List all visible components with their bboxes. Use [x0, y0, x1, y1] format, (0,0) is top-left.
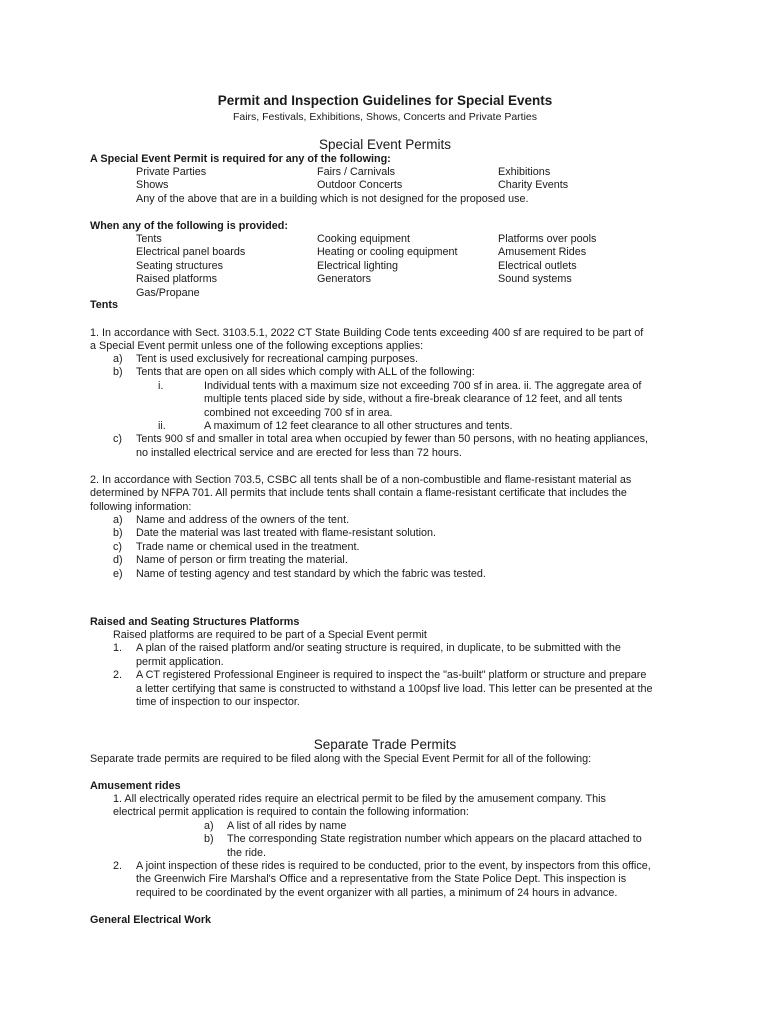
rides-sub-item: The corresponding State registration number which appears on the placard attached to	[227, 833, 642, 845]
list-marker: d)	[113, 554, 123, 566]
provided-item: Heating or cooling equipment	[317, 246, 458, 258]
tents-p2-line: 2. In accordance with Section 703.5, CSBC all tents shall be of a non-combustible and flame-resistant material as	[90, 474, 632, 486]
list-marker: b)	[113, 527, 123, 539]
raised-intro: Raised platforms are required to be part of a Special Event permit	[113, 629, 427, 641]
general-electrical-heading: General Electrical Work	[90, 914, 212, 926]
sub-item-line: multiple tents placed side by side, without a fire-break clearance of 12 feet, and all tents	[204, 393, 623, 405]
building-note: Any of the above that are in a building which is not designed for the proposed use.	[136, 193, 529, 205]
list-marker: 1.	[113, 642, 123, 654]
amusement-rides-heading: Amusement rides	[90, 780, 181, 792]
document-subtitle: Fairs, Festivals, Exhibitions, Shows, Concerts and Private Parties	[232, 111, 538, 123]
list-marker: 2.	[113, 669, 123, 681]
provided-item: Seating structures	[136, 260, 224, 272]
provided-item: Generators	[317, 273, 372, 285]
list-marker: ii.	[158, 420, 166, 432]
raised-item-line: a letter certifying that same is constructed to withstand a 100psf live load. This letter can be presented at the	[136, 683, 653, 695]
info-item: Name and address of the owners of the tent.	[136, 514, 350, 526]
sub-item-line: A maximum of 12 feet clearance to all other structures and tents.	[204, 420, 513, 432]
provided-item: Amusement Rides	[498, 246, 587, 258]
trade-permits-heading: Separate Trade Permits	[313, 737, 457, 752]
sub-item-line: Individual tents with a maximum size not exceeding 700 sf in area. ii. The aggregate area of	[204, 380, 642, 392]
rides-p1-line: 1. All electrically operated rides require an electrical permit to be filed by the amusement company. This	[113, 793, 606, 805]
provided-item: Platforms over pools	[498, 233, 597, 245]
required-intro: A Special Event Permit is required for any of the following:	[90, 153, 391, 165]
special-event-permits-heading: Special Event Permits	[318, 137, 452, 152]
event-type: Fairs / Carnivals	[317, 166, 395, 178]
list-marker: c)	[113, 433, 122, 445]
event-type: Charity Events	[498, 179, 569, 191]
raised-heading: Raised and Seating Structures Platforms	[90, 616, 300, 628]
info-item: Name of person or firm treating the material.	[136, 554, 348, 566]
info-item: Date the material was last treated with flame-resistant solution.	[136, 527, 437, 539]
raised-item-line: A plan of the raised platform and/or seating structure is required, in duplicate, to be submitted with the	[136, 642, 621, 654]
list-marker: e)	[113, 568, 123, 580]
list-marker: b)	[204, 833, 214, 845]
rides-item-line: the Greenwich Fire Marshal's Office and a representative from the State Police Dept. This inspection is	[136, 873, 627, 885]
list-marker: b)	[113, 366, 123, 378]
list-marker: c)	[113, 541, 122, 553]
provided-item: Electrical outlets	[498, 260, 577, 272]
rides-item-line: A joint inspection of these rides is required to be conducted, prior to the event, by inspectors from this office,	[136, 860, 651, 872]
event-type: Exhibitions	[498, 166, 551, 178]
document-title: Permit and Inspection Guidelines for Special Events	[217, 93, 553, 108]
list-marker: i.	[158, 380, 164, 392]
info-item: Name of testing agency and test standard by which the fabric was tested.	[136, 568, 486, 580]
list-marker: a)	[204, 820, 214, 832]
rides-item-line: required to be coordinated by the event organizer with all parties, a minimum of 24 hours in advance.	[136, 887, 618, 899]
info-item: Trade name or chemical used in the treatment.	[136, 541, 360, 553]
event-type: Private Parties	[136, 166, 207, 178]
raised-item-line: time of inspection to our inspector.	[136, 696, 300, 708]
exception-item: no installed electrical service and are erected for less than 72 hours.	[136, 447, 462, 459]
tents-p1-line: a Special Event permit unless one of the following exceptions applies:	[90, 340, 424, 352]
list-marker: a)	[113, 514, 123, 526]
provided-intro: When any of the following is provided:	[90, 220, 288, 232]
provided-item: Raised platforms	[136, 273, 218, 285]
provided-item: Electrical lighting	[317, 260, 399, 272]
tents-p2-line: determined by NFPA 701. All permits that include tents shall contain a flame-resistant certificate that includes the	[90, 487, 627, 499]
tents-p1-line: 1. In accordance with Sect. 3103.5.1, 2022 CT State Building Code tents exceeding 400 sf are required to be part of	[90, 327, 644, 339]
rides-p1-line: electrical permit application is required to contain the following information:	[113, 806, 469, 818]
list-marker: 2.	[113, 860, 123, 872]
sub-item-line: combined not exceeding 700 sf in area.	[204, 407, 393, 419]
tents-p2-line: following information:	[90, 501, 192, 513]
provided-item: Tents	[136, 233, 162, 245]
list-marker: a)	[113, 353, 123, 365]
rides-sub-item: A list of all rides by name	[227, 820, 347, 832]
exception-item: Tents that are open on all sides which comply with ALL of the following:	[136, 366, 475, 378]
trade-permits-intro: Separate trade permits are required to be filed along with the Special Event Permit for all of the following:	[90, 753, 592, 765]
provided-item: Sound systems	[498, 273, 572, 285]
provided-item: Electrical panel boards	[136, 246, 246, 258]
event-type: Outdoor Concerts	[317, 179, 403, 191]
exception-item: Tents 900 sf and smaller in total area when occupied by fewer than 50 persons, with no heating appliances,	[136, 433, 648, 445]
provided-item: Cooking equipment	[317, 233, 411, 245]
raised-item-line: A CT registered Professional Engineer is required to inspect the "as-built" platform or structure and prepare	[136, 669, 647, 681]
exception-item: Tent is used exclusively for recreational camping purposes.	[136, 353, 419, 365]
rides-sub-item: the ride.	[227, 847, 267, 859]
raised-item-line: permit application.	[136, 656, 224, 668]
tents-heading: Tents	[90, 299, 118, 311]
provided-item: Gas/Propane	[136, 287, 200, 299]
event-type: Shows	[136, 179, 169, 191]
